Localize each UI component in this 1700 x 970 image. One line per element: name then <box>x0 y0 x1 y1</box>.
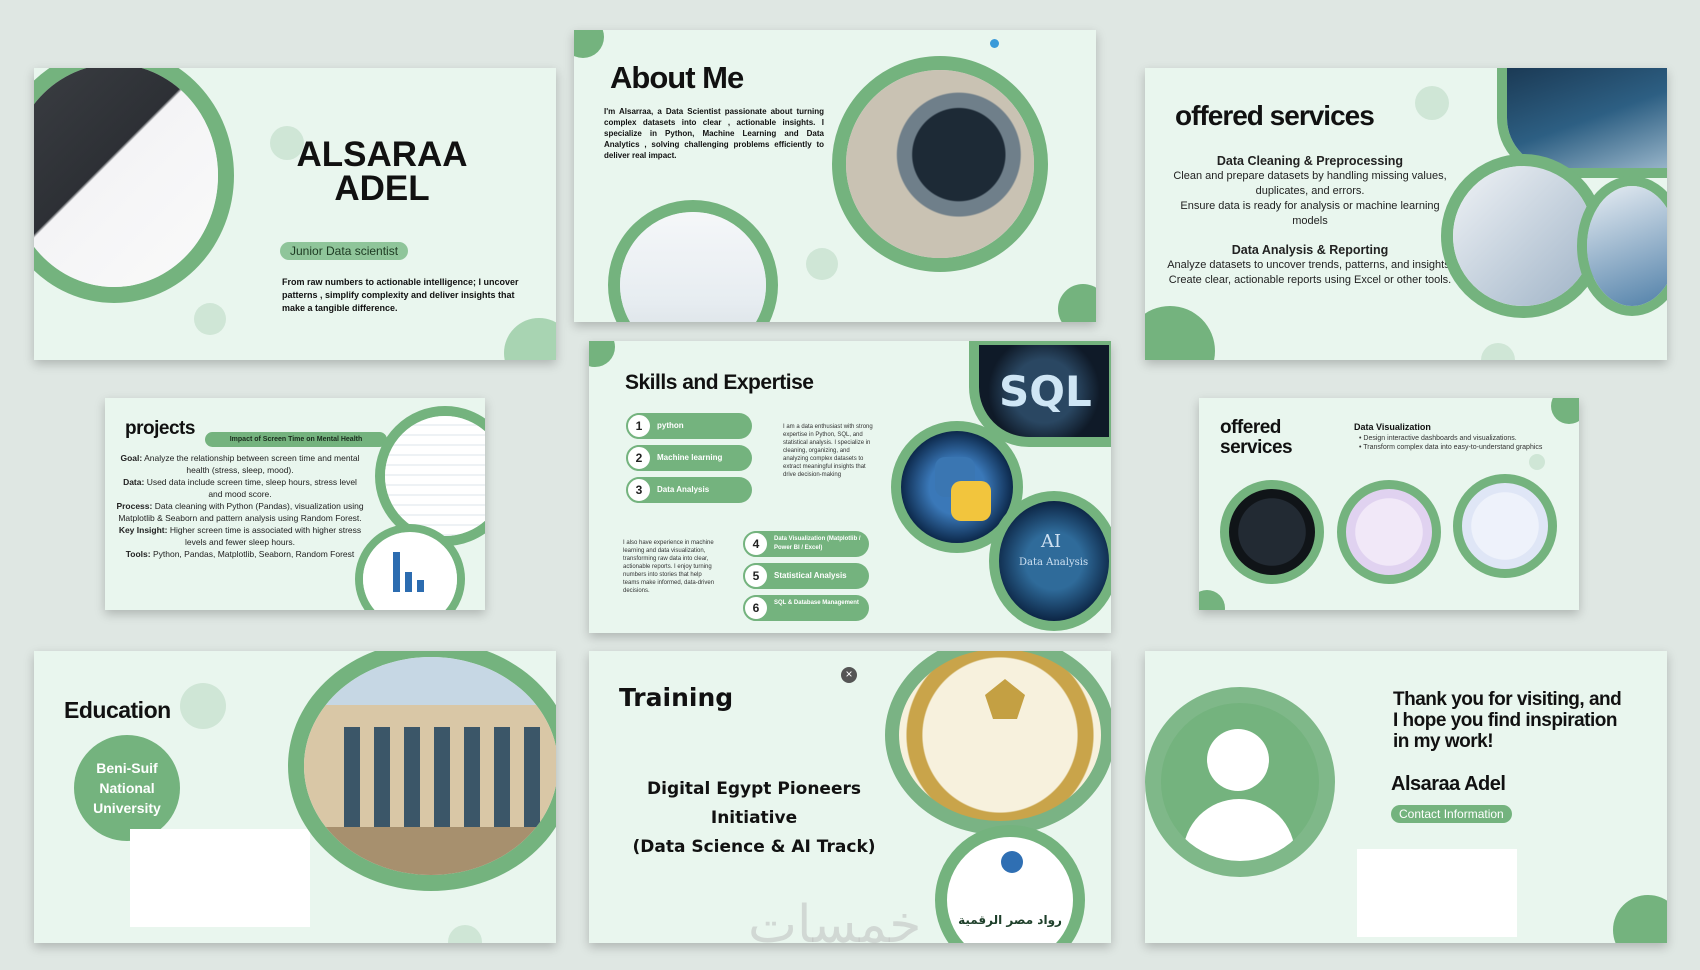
training-body: Digital Egypt Pioneers Initiative (Data Science & AI Track) <box>632 779 876 857</box>
service-bullet: Ensure data is ready for analysis or machine learning models <box>1180 200 1440 227</box>
dashboard-pink-icon <box>1337 480 1441 584</box>
role-badge: Junior Data scientist <box>280 242 408 260</box>
skills-title: Skills and Expertise <box>625 371 814 394</box>
sql-badge: SQL <box>969 341 1111 447</box>
skill-sql: SQL & Database Management <box>744 595 869 621</box>
dashboard-photo <box>608 200 778 322</box>
skill-data-analysis: Data Analysis <box>627 477 752 503</box>
skills-para-1: I am a data enthusiast with strong expertise in Python, SQL, and statistical analysis. I specialize in cleaning, organizing, and analyzing complex datasets to extract meaningful insights that drive decision-making <box>783 424 873 478</box>
slide-thanks[interactable] <box>1145 651 1667 943</box>
dashboard-blue-icon <box>1453 474 1557 578</box>
slide-education[interactable] <box>34 651 556 943</box>
skill-python: python <box>627 413 752 439</box>
education-title: Education <box>64 697 171 723</box>
slide-projects[interactable] <box>105 398 485 610</box>
project-data: Data: Used data include screen time, sleep hours, stress level and mood score. <box>123 477 357 499</box>
projects-title: projects <box>125 418 195 439</box>
skill-visualization: Data Visualization (Matplotlib / Power BI / Excel) <box>744 531 869 557</box>
services-title: offered services <box>1175 100 1374 131</box>
skill-number: 5 <box>743 563 769 589</box>
skill-number: 4 <box>743 531 769 557</box>
watermark: خمسات <box>748 895 922 955</box>
skill-number: 6 <box>743 595 769 621</box>
desk-photo <box>34 68 234 303</box>
service-bullet: Analyze datasets to uncover trends, patterns, and insights. <box>1167 259 1453 271</box>
dashboard-dark-icon <box>1220 480 1324 584</box>
slide-about[interactable] <box>574 30 1096 322</box>
visualization-bullet: • Design interactive dashboards and visualizations. <box>1359 435 1517 442</box>
services-2-title: offered services <box>1220 417 1293 458</box>
project-goal: Goal: Analyze the relationship between screen time and mental health (stress, sleep, mood). <box>120 453 360 475</box>
project-insight: Key Insight: Higher screen time is associated with higher stress levels and fewer sleep hours. <box>118 525 362 547</box>
service-heading-cleaning: Data Cleaning & Preprocessing <box>1216 154 1404 168</box>
phone-photo <box>832 56 1048 272</box>
service-bullet: Create clear, actionable reports using Excel or other tools. <box>1168 274 1452 286</box>
visualization-bullet: • Transform complex data into easy-to-understand graphics <box>1359 444 1543 451</box>
service-bullet: Clean and prepare datasets by handling missing values, duplicates, and errors. <box>1173 170 1447 197</box>
skills-para-2: I also have experience in machine learning and data visualization, transforming raw data into clear, actionable reports. I enjoy turning numbers into stories that help teams make informed, data-driven decisions. <box>623 540 715 594</box>
university-building-photo <box>288 651 556 891</box>
slide-skills[interactable] <box>589 341 1111 633</box>
contact-name: Alsaraa Adel <box>1391 773 1506 795</box>
name-heading: ALSARAA ADEL <box>296 135 468 208</box>
university-badge: Beni-Suif National University <box>74 735 180 841</box>
skill-number: 1 <box>626 413 652 439</box>
ministry-seal-logo <box>885 651 1111 835</box>
tagline: From raw numbers to actionable intelligence; I uncover patterns , simplify complexity and deliver insights that make a tangible difference. <box>282 277 519 313</box>
table-screenshot <box>375 406 485 546</box>
digital-egypt-pioneers-logo: رواد مصر الرقمية <box>935 825 1085 943</box>
slide-intro[interactable] <box>34 68 556 360</box>
skill-statistics: Statistical Analysis <box>744 563 869 589</box>
skill-number: 3 <box>626 477 652 503</box>
about-title: About Me <box>610 60 744 95</box>
project-tools: Tools: Python, Pandas, Matplotlib, Seaborn, Random Forest <box>125 549 355 559</box>
thanks-message: Thank you for visiting, and I hope you find inspiration in my work! <box>1393 689 1622 752</box>
service-heading-analysis: Data Analysis & Reporting <box>1231 243 1389 257</box>
avatar <box>1145 687 1335 877</box>
bar-chart-screenshot <box>355 524 465 610</box>
project-title-badge: Impact of Screen Time on Mental Health <box>205 432 387 447</box>
skill-ml: Machine learning <box>627 445 752 471</box>
training-title: Training <box>619 683 734 712</box>
project-process: Process: Data cleaning with Python (Pandas), visualization using Matplotlib & Seaborn and pattern analysis using Random Forest. <box>116 501 364 523</box>
about-body: I'm Alsarraa, a Data Scientist passionate about turning complex datasets into clear , actionable insights. I specialize in Python, Machine Learning and Data Analytics , solving challenging problems efficiently to deliver real impact. <box>604 107 824 160</box>
visualization-heading: Data Visualization <box>1354 422 1431 432</box>
contact-info-button[interactable]: Contact Information <box>1391 805 1512 823</box>
slide-services-2[interactable] <box>1199 398 1579 610</box>
skill-number: 2 <box>626 445 652 471</box>
ai-badge: AI Data Analysis <box>989 491 1111 631</box>
close-icon[interactable]: × <box>841 667 857 683</box>
slide-services-1[interactable] <box>1145 68 1667 360</box>
